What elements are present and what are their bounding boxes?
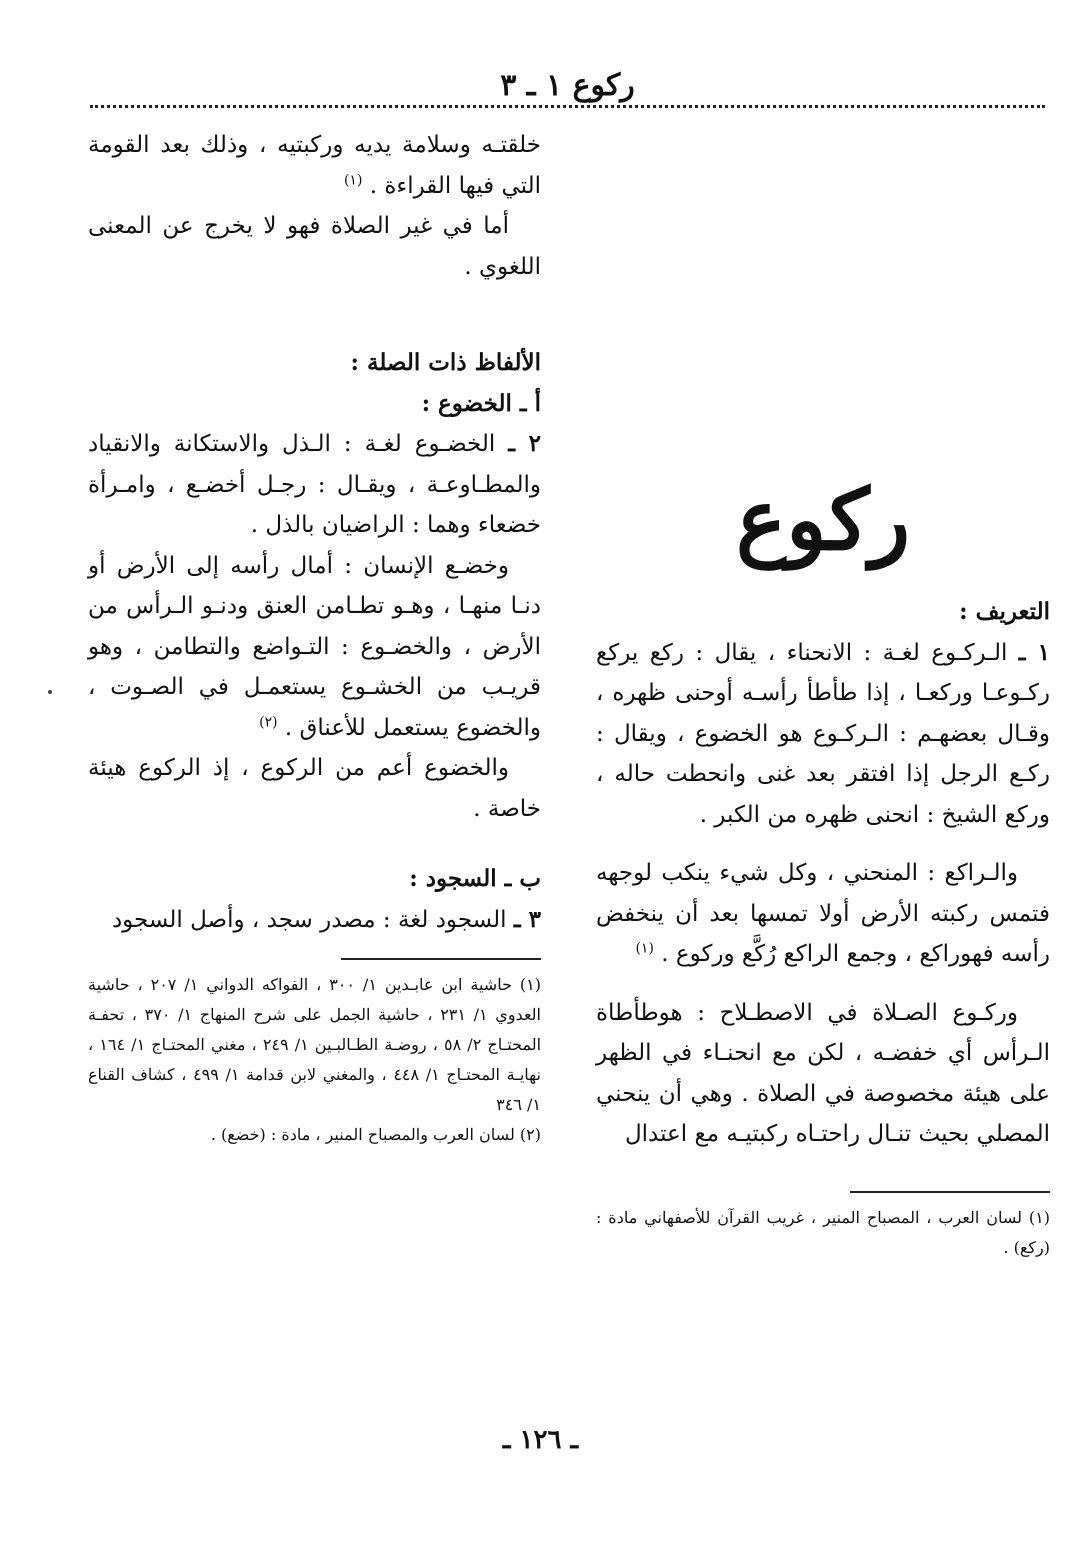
khudu-paragraph-2: [88, 546, 541, 749]
left-paragraph-1-text: خلقتـه وسلامة يديه وركبتيه ، وذلك بعد القومة التي فيها القراءة .: [88, 132, 541, 199]
left-column: [88, 125, 541, 1150]
khudu-paragraph-3: والخضوع أعم من الركوع ، إذ الركوع هيئة خاصة .: [88, 755, 541, 822]
subheading-sujud: ب ـ السجود :: [409, 865, 541, 892]
header-dotted-rule: [90, 105, 1045, 108]
definition-paragraph-1: [596, 633, 1050, 836]
section-number-1: ١ ـ: [1018, 638, 1051, 666]
subheading-khudu: أ ـ الخضوع :: [421, 389, 541, 417]
section-number-3: ٣ ـ: [513, 905, 541, 933]
left-paragraph-2: أما في غير الصلاة فهو لا يخرج عن المعنى اللغوي .: [88, 213, 541, 280]
khudu-paragraph-2-text: وخضـع الإنسان : أمال رأسه إلى الأرض أو دنـا منهـا ، وهـو تطـامن العنق ودنـو الـرأس من الأرض ، والخضـوع : التـواضع والتطامن ، وهو قريـب من الخشـوع يستعمـل في الصـوت ، والخضوع يستعمل للأعناق .: [88, 552, 541, 741]
left-footnote-1: (١) حاشية ابن عابـدين ١/ ٣٠٠ ، الفواكه الدواني ١/ ٢٠٧ ، حاشية العدوي ١/ ٢٣١ ، حاشية الجمل على شرح المنهاج ١/ ٣٧٠ ، تحفـة المحتـاج ٢/ ٥٨ ، روضـة الطـالبـين ١/ ٢٤٩ ، مغني المحتـاج ١/ ١٦٤ ، نهايـة المحتـاج ١/ ٤٤٨ ، والمغني لابن قدامة ١/ ٤٩٩ ، كشاف القناع ١/ ٣٤٦: [88, 975, 542, 1114]
definition-heading: التعريف :: [959, 598, 1050, 625]
khudu-paragraph: [88, 424, 541, 546]
footnote-ref-2: (٢): [259, 713, 278, 730]
sujud-paragraph-text: السجود لغة : مصدر سجد ، وأصل السجود: [111, 906, 507, 933]
definition-paragraph-1-text: الـركـوع لغـة : الانحناء ، يقال : ركع يركع ركـوعـا وركعـا ، إذا طأطأ رأسـه أوحنى ظهره ، وقـال بعضهـم : الـركـوع هو الخضوع ، ويقال : ركـع الرجل إذا افتقر بعد غنى وانحطت حاله ، وركع الشيخ : انحنى ظهره من الكبر .: [596, 639, 1050, 828]
page-header: [90, 62, 1045, 110]
entry-title: ركوع: [735, 470, 911, 569]
right-column: [596, 470, 1050, 1263]
khudu-paragraph-text: الخضـوع لغـة : الـذل والاستكانة والانقياد والمطـاوعـة ، ويقـال : رجـل أخضـع ، وامـرأة خضعاء وهما : الراضيان بالذل .: [88, 431, 541, 538]
left-paragraph-1: [88, 125, 541, 206]
right-footnote-1: (١) لسان العرب ، المصباح المنير ، غريب القرآن للأصفهاني مادة : (ركع) .: [596, 1207, 1050, 1257]
scan-speck: [48, 690, 52, 694]
left-footnote-2: (٢) لسان العرب والمصباح المنير ، مادة : (خضع) .: [210, 1125, 541, 1144]
footnote-ref-r1: (١): [635, 940, 654, 957]
sujud-paragraph: [88, 900, 541, 941]
definition-paragraph-3: وركـوع الصـلاة في الاصطـلاح : هوطأطاة الـرأس أي خفضـه ، لكن مع انحنـاء في الظهر على هيئة مخصوصة في الصلاة . وهي أن ينحني المصلي بحيث تنـال راحتـاه ركبتيـه مع اعتدال: [596, 999, 1050, 1147]
definition-paragraph-2: [596, 853, 1050, 975]
page-number: ـ ١٢٦ ـ: [502, 1425, 579, 1455]
running-title: ركوع ١ ـ ٣: [500, 68, 635, 103]
related-terms-heading: الألفاظ ذات الصلة :: [350, 349, 541, 376]
definition-paragraph-2-text: والـراكع : المنحني ، وكل شيء ينكب لوجهه فتمس ركبته الأرض أولا تمسها بعد أن ينخفض رأسه فهوراكع ، وجمع الراكع رُكَّع وركوع .: [596, 860, 1050, 967]
footnote-ref-1: (١): [343, 171, 363, 188]
section-number-2: ٢ ـ: [508, 430, 542, 457]
